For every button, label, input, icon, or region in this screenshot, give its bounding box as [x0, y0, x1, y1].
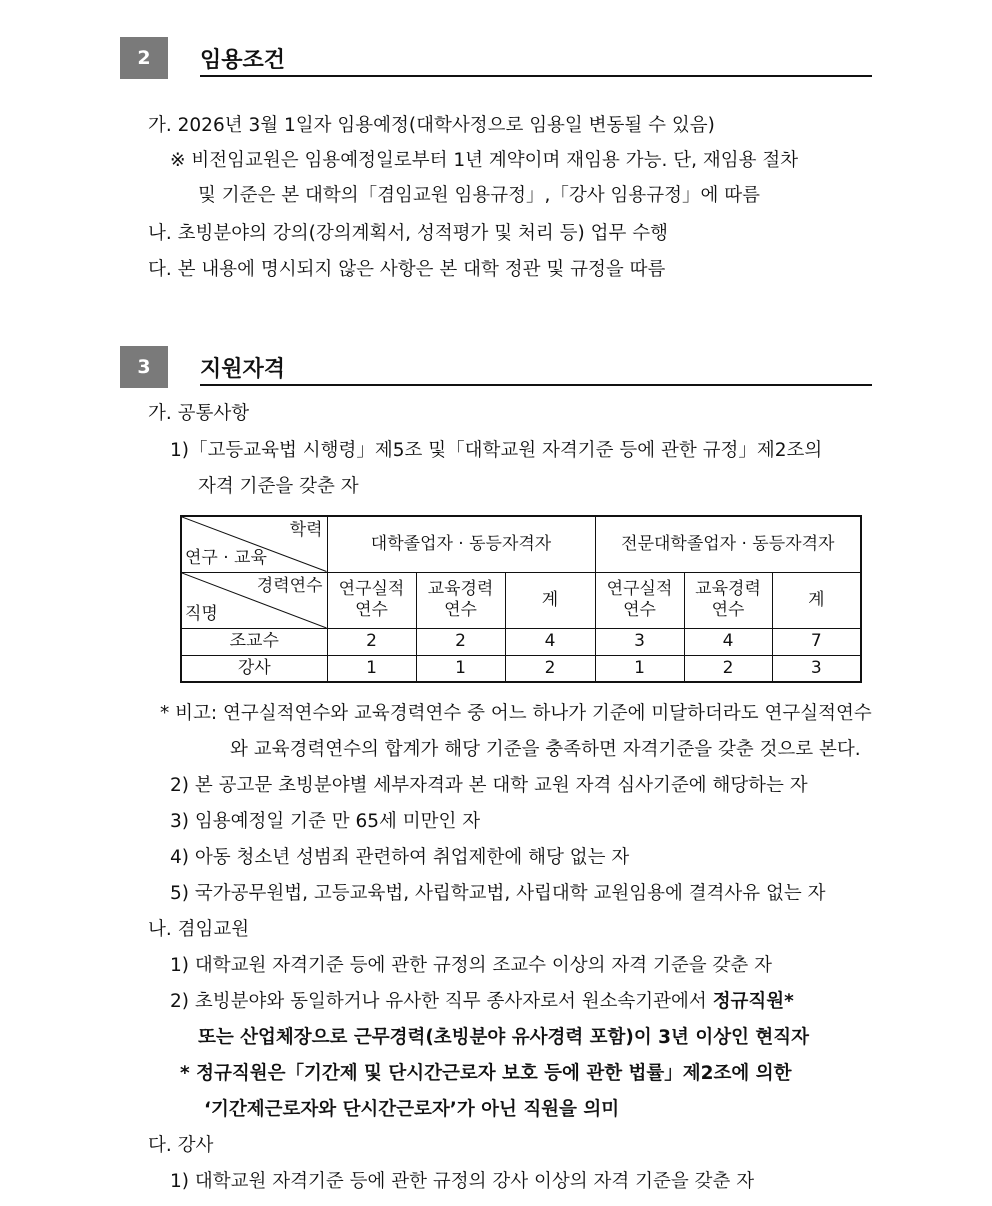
section-number: 2 [120, 37, 168, 79]
header-label: 학력 [289, 520, 323, 540]
header-label: 경력연수 [256, 575, 323, 596]
header-label: 직명 [185, 603, 218, 624]
row-title: 조교수 [181, 628, 327, 655]
qualification-table [180, 515, 862, 683]
table-row [181, 655, 861, 682]
section-title: 지원자격 [200, 357, 286, 382]
s2-line-5: 다. 본 내용에 명시되지 않은 사항은 본 대학 정관 및 규정을 따름 [148, 259, 666, 280]
s2-line-3: 및 기준은 본 대학의「겸임교원 임용규정」,「강사 임용규정」에 따름 [198, 185, 760, 206]
diagonal-header-cell [181, 572, 327, 628]
s3-item-4: 4) 아동 청소년 성범죄 관련하여 취업제한에 해당 없는 자 [170, 847, 630, 868]
table-note-cont: 와 교육경력연수의 합계가 해당 기준을 충족하면 자격기준을 갖춘 것으로 본다. [230, 739, 861, 760]
table-cell: 1 [595, 655, 684, 682]
table-cell: 3 [595, 628, 684, 655]
section-number: 3 [120, 346, 168, 388]
table-cell: 1 [416, 655, 505, 682]
s3-b-item-2 [170, 989, 794, 1015]
section-title: 임용조건 [200, 48, 286, 73]
section-3-header [120, 346, 872, 388]
diagonal-header-cell [181, 516, 327, 572]
s3-heading-b: 나. 겸임교원 [148, 919, 250, 940]
table-cell: 2 [327, 628, 416, 655]
section-rule [200, 75, 872, 77]
column-header: 교육경력 연수 [684, 572, 772, 628]
row-title: 강사 [181, 655, 327, 682]
s3-b-item-1: 1) 대학교원 자격기준 등에 관한 규정의 조교수 이상의 자격 기준을 갖춘 자 [170, 955, 772, 976]
s3-b-item-2-bold: 정규직원* [712, 991, 794, 1012]
s3-b-note-cont: ‘기간제근로자와 단시간근로자’가 아닌 직원을 의미 [204, 1099, 620, 1120]
s3-heading-a: 가. 공통사항 [148, 403, 250, 424]
table-cell: 2 [684, 655, 772, 682]
table-note: * 비고: 연구실적연수와 교육경력연수 중 어느 하나가 기준에 미달하더라도 연구실적연수 [160, 703, 872, 724]
group-header: 대학졸업자 · 동등자격자 [327, 516, 595, 572]
s3-item-3: 3) 임용예정일 기준 만 65세 미만인 자 [170, 811, 481, 832]
table-cell: 4 [505, 628, 595, 655]
table-cell: 1 [327, 655, 416, 682]
s3-b-note: * 정규직원은「기간제 및 단시간근로자 보호 등에 관한 법률」제2조에 의한 [180, 1063, 792, 1084]
s3-item-2: 2) 본 공고문 초빙분야별 세부자격과 본 대학 교원 자격 심사기준에 해당하는 자 [170, 775, 808, 796]
s3-heading-c: 다. 강사 [148, 1135, 214, 1156]
table-cell: 7 [772, 628, 861, 655]
group-header: 전문대학졸업자 · 동등자격자 [595, 516, 861, 572]
table-cell: 3 [772, 655, 861, 682]
section-rule [200, 384, 872, 386]
s3-item-1: 1)「고등교육법 시행령」제5조 및「대학교원 자격기준 등에 관한 규정」제2조의 [170, 440, 823, 461]
column-header: 연구실적 연수 [327, 572, 416, 628]
s3-c-item-1: 1) 대학교원 자격기준 등에 관한 규정의 강사 이상의 자격 기준을 갖춘 자 [170, 1171, 755, 1192]
section-2-header [120, 37, 872, 79]
header-label: 연구 · 교육 [185, 547, 267, 568]
s2-line-4: 나. 초빙분야의 강의(강의계획서, 성적평가 및 처리 등) 업무 수행 [148, 223, 669, 244]
s3-b-item-2-cont: 또는 산업체장으로 근무경력(초빙분야 유사경력 포함)이 3년 이상인 현직자 [198, 1027, 809, 1048]
s2-line-1: 가. 2026년 3월 1일자 임용예정(대학사정으로 임용일 변동될 수 있음) [148, 115, 715, 136]
table-cell: 2 [416, 628, 505, 655]
column-header: 연구실적 연수 [595, 572, 684, 628]
s3-b-item-2-text: 2) 초빙분야와 동일하거나 유사한 직무 종사자로서 원소속기관에서 [170, 991, 707, 1012]
column-header: 교육경력 연수 [416, 572, 505, 628]
column-header: 계 [772, 572, 861, 628]
s2-line-2: ※ 비전임교원은 임용예정일로부터 1년 계약이며 재임용 가능. 단, 재임용 절차 [170, 150, 799, 171]
s3-item-5: 5) 국가공무원법, 고등교육법, 사립학교법, 사립대학 교원임용에 결격사유 없는 자 [170, 883, 826, 904]
table-cell: 2 [505, 655, 595, 682]
table-row [181, 628, 861, 655]
s3-item-1-cont: 자격 기준을 갖춘 자 [198, 476, 359, 497]
table-cell: 4 [684, 628, 772, 655]
column-header: 계 [505, 572, 595, 628]
